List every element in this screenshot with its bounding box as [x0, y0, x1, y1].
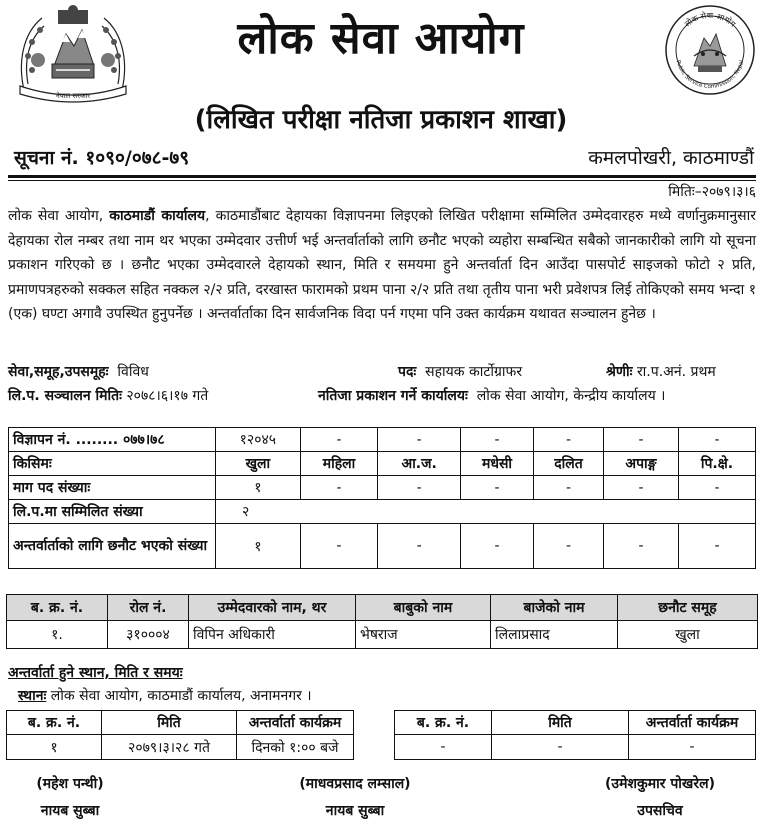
col-header-program: अन्तर्वार्ता कार्यक्रम [237, 711, 354, 735]
col-header-grandfather: बाजेको नाम [491, 595, 618, 621]
table-cell: भेषराज [356, 621, 491, 649]
table-row [395, 735, 756, 760]
emblem-caption: नेपाल सरकार [55, 92, 91, 100]
post-value: सहायक कार्टोग्राफर [425, 364, 523, 380]
col-header-serial: ब. क्र. नं. [395, 711, 492, 735]
signature-block [570, 774, 750, 820]
body-office: काठमाडौं कार्यालय [109, 208, 206, 224]
interview-table-right [394, 710, 756, 760]
interview-heading: अन्तर्वार्ता हुने स्थान, मिति र समयः [8, 665, 183, 681]
venue-label: स्थानः [18, 688, 47, 704]
page-subtitle: (लिखित परीक्षा नतिजा प्रकाशन शाखा) [194, 105, 568, 135]
table-cell: - [378, 524, 461, 569]
col-header-father: बाबुको नाम [356, 595, 491, 621]
signatory-title: नायब सुब्बा [325, 803, 385, 819]
table-row [9, 476, 756, 500]
signatory-title: उपसचिव [637, 803, 683, 819]
table-cell: - [492, 735, 629, 760]
exam-date-label: लि.प. सञ्चालन मितिः [8, 388, 122, 404]
table-header-cell: मधेसी [461, 452, 534, 476]
exam-date-value: २०७८।६।१७ गते [126, 388, 209, 404]
vacancy-table [8, 427, 756, 569]
adv-label: विज्ञापन नं. ........ ०७७।७८ [9, 428, 216, 452]
col-header-date: मिति [102, 711, 237, 735]
interview-table-left [6, 710, 354, 760]
table-cell: - [533, 476, 603, 500]
col-header-program: अन्तर्वार्ता कार्यक्रम [629, 711, 756, 735]
table-cell: - [300, 476, 378, 500]
table-cell: - [395, 735, 492, 760]
post [398, 362, 522, 381]
table-cell: १२०४५ [216, 428, 301, 452]
signatory-name: (महेश पन्थी) [36, 776, 104, 792]
table-cell: - [604, 524, 679, 569]
table-cell: १ [216, 524, 301, 569]
body-main: , काठमाडौंबाट देहायका विज्ञापनमा लिइएको लिखित परीक्षामा सम्मिलित उम्मेदवारहरु मध्ये वर्णानुक्रमानुसार देहायका रोल नम्बर तथा नाम थर भएका उम्मेदवार उत्तीर्ण भई अन्तर्वार्ताको लागि छनौट भएको व्यहोरा सम्बन्धित सबैको जानकारीको लागि यो सूचना प्रकाशन गरिएको छ । छनौट भएका उम्मेदवारले देहायको स्थान, मिति र समयमा हुने अन्तर्वार्ता दिन आउँदा पासपोर्ट साइजको फोटो २ प्रति, प्रमाणपत्रहरुको सक्कल सहित नक्कल २/२ प्रति, दरखास्त फारामको प्रथम पाना २/२ प्रति तथा तृतीय पाना भरी प्रवेशपत्र लिई तोकिएको समय भन्दा १ (एक) घण्टा अगावै उपस्थित हुनुपर्नेछ । अन्तर्वार्ताका दिन सार्वजनिक विदा पर्न गएमा पनि उक्त कार्यक्रम यथावत सञ्चालन हुनेछ । [8, 208, 756, 322]
table-cell: १. [7, 621, 108, 649]
table-header-row [7, 711, 354, 735]
table-cell: विपिन अधिकारी [189, 621, 356, 649]
col-header-serial: ब. क्र. नं. [7, 595, 108, 621]
col-header-group: छनौट समूह [618, 595, 758, 621]
header-divider [8, 175, 756, 178]
col-header-roll: रोल नं. [108, 595, 189, 621]
header-divider-thin [8, 180, 756, 181]
table-cell: - [678, 428, 755, 452]
exam-date [8, 386, 208, 405]
signatory-name: (उमेशकुमार पोखरेल) [605, 776, 715, 792]
table-cell: - [378, 476, 461, 500]
table-cell: - [378, 428, 461, 452]
service-value: विविध [117, 364, 149, 380]
table-header-cell: महिला [300, 452, 378, 476]
table-cell: - [604, 428, 679, 452]
table-cell: - [533, 428, 603, 452]
table-header-row [7, 595, 758, 621]
table-cell: - [300, 428, 378, 452]
candidates-table [6, 594, 758, 649]
table-cell: - [629, 735, 756, 760]
table-cell: लिलाप्रसाद [491, 621, 618, 649]
result-office-label: नतिजा प्रकाशन गर्ने कार्यालयः [318, 388, 468, 404]
table-cell: - [300, 524, 378, 569]
table-cell: - [678, 476, 755, 500]
table-cell: - [604, 476, 679, 500]
table-cell: दिनको १:०० बजे [237, 735, 354, 760]
signature-block [270, 774, 440, 820]
table-row [7, 735, 354, 760]
table-cell: खुला [618, 621, 758, 649]
service-group [8, 362, 149, 381]
venue-value: लोक सेवा आयोग, काठमाडौं कार्यालय, अनामनगर । [50, 688, 312, 704]
notice-number: सूचना नं. १०९०/०७८-७९ [14, 147, 190, 169]
class-value: रा.प.अनं. प्रथम [636, 364, 716, 380]
office-location: कमलपोखरी, काठमाण्डौं [588, 147, 754, 169]
table-cell: - [461, 476, 534, 500]
notice-date: मितिः–२०७९।३।६ [668, 184, 756, 200]
result-office [318, 386, 665, 405]
table-row [9, 428, 756, 452]
class-label: श्रेणीः [606, 364, 633, 380]
result-office-value: लोक सेवा आयोग, केन्द्रीय कार्यालय । [476, 388, 666, 404]
service-label: सेवा,समूह,उपसमूहः [8, 364, 109, 380]
table-cell: ३१०००४ [108, 621, 189, 649]
demand-label: माग पद संख्याः [9, 476, 216, 500]
post-label: पदः [398, 364, 417, 380]
table-cell: - [461, 428, 534, 452]
selected-label: अन्तर्वार्ताको लागि छनौट भएको संख्या [9, 524, 216, 569]
page-title: लोक सेवा आयोग [237, 13, 525, 64]
table-cell: १ [7, 735, 102, 760]
table-cell: - [533, 524, 603, 569]
interview-venue [18, 686, 312, 705]
table-row [9, 500, 756, 524]
signatory-name: (माधवप्रसाद लम्साल) [299, 776, 411, 792]
seal-bottom-text: Public Service Commission, Nepal [674, 59, 746, 91]
class [606, 362, 716, 381]
table-header-cell: आ.ज. [378, 452, 461, 476]
table-cell: - [678, 524, 755, 569]
seal-top-text: लोक सेवा आयोग [682, 10, 738, 29]
table-row [9, 452, 756, 476]
col-header-serial: ब. क्र. नं. [7, 711, 102, 735]
table-cell: २०७९।३।२८ गते [102, 735, 237, 760]
signature-block [10, 774, 130, 820]
table-cell: - [461, 524, 534, 569]
signatory-title: नायब सुब्बा [40, 803, 100, 819]
table-header-cell: दलित [533, 452, 603, 476]
appeared-value: २ [216, 500, 756, 524]
table-header-cell: खुला [216, 452, 301, 476]
table-row [9, 524, 756, 569]
table-row [7, 621, 758, 649]
table-header-row [395, 711, 756, 735]
type-label: किसिमः [9, 452, 216, 476]
body-intro: लोक सेवा आयोग, [8, 208, 110, 224]
table-cell: १ [216, 476, 301, 500]
table-header-cell: अपाङ्ग [604, 452, 679, 476]
col-header-name: उम्मेदवारको नाम, थर [189, 595, 356, 621]
appeared-label: लि.प.मा सम्मिलित संख्या [9, 500, 216, 524]
notice-body [8, 204, 756, 327]
table-header-cell: पि.क्षे. [678, 452, 755, 476]
col-header-date: मिति [492, 711, 629, 735]
